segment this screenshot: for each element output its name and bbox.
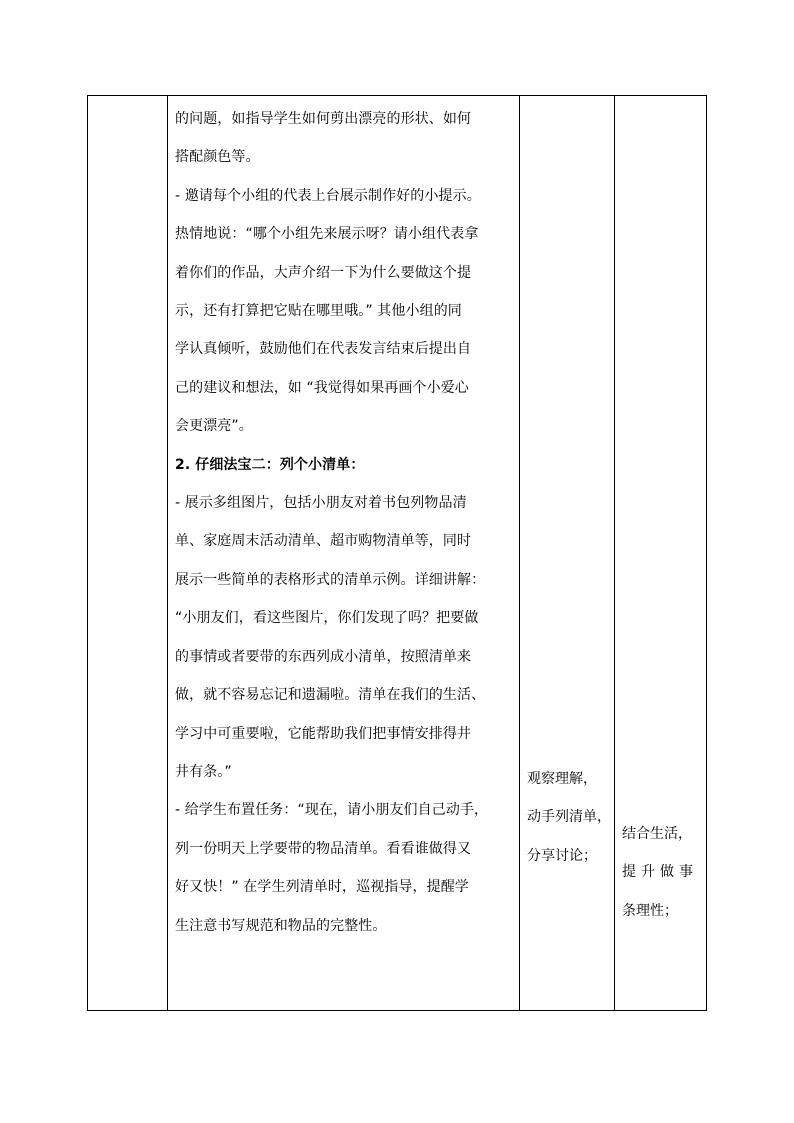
intent-line: 提升做事 [622, 864, 698, 881]
process-line: 搭配颜色等。 [175, 149, 260, 166]
process-line: “小朋友们，看这些图片，你们发现了吗？把要做 [175, 610, 479, 627]
teaching-process-text [175, 100, 517, 945]
process-line: - 展示多组图片，包括小朋友对着书包列物品清 [175, 495, 467, 512]
process-line: 井有条。” [175, 763, 232, 780]
process-line: 己的建议和想法，如 “我觉得如果再画个小爱心 [175, 379, 469, 396]
stage-column [88, 96, 168, 1010]
activity-line: 观察理解， [527, 771, 597, 787]
activity-line: 动手列清单， [527, 809, 611, 826]
process-line: - 邀请每个小组的代表上台展示制作好的小提示。 [175, 187, 481, 204]
design-intent-text [622, 815, 702, 930]
process-line: 好又快！” 在学生列清单时，巡视指导，提醒学 [175, 879, 469, 896]
process-line: 学认真倾听，鼓励他们在代表发言结束后提出自 [175, 341, 472, 358]
section-heading: 2. 仔细法宝二：列个小清单： [175, 456, 365, 473]
intent-line: 结合生活， [622, 826, 692, 842]
activity-line: 分享讨论； [527, 847, 597, 864]
process-line: 热情地说：“哪个小组先来展示呀？请小组代表拿 [175, 226, 479, 243]
design-intent-column [615, 96, 707, 1010]
lesson-plan-table [87, 95, 707, 1011]
teaching-process-column [168, 96, 520, 1010]
process-line: 单、家庭周末活动清单、超市购物清单等，同时 [175, 533, 472, 550]
intent-line: 条理性； [622, 902, 678, 919]
process-line: 学习中可重要啦，它能帮助我们把事情安排得井 [175, 725, 472, 742]
student-activity-column [520, 96, 615, 1010]
process-line: 列一份明天上学要带的物品清单。看看谁做得又 [175, 840, 472, 857]
process-line: - 给学生布置任务：“现在，请小朋友们自己动手， [175, 802, 489, 819]
process-line: 的问题，如指导学生如何剪出漂亮的形状、如何 [175, 111, 472, 127]
process-line: 的事情或者要带的东西列成小清单，按照清单来 [175, 648, 472, 665]
student-activity-text [527, 760, 617, 875]
process-line: 展示一些简单的表格形式的清单示例。详细讲解： [175, 571, 486, 588]
process-line: 做，就不容易忘记和遗漏啦。清单在我们的生活、 [175, 687, 486, 704]
process-line: 会更漂亮”。 [175, 418, 253, 435]
process-line: 示，还有打算把它贴在哪里哦。” 其他小组的同 [175, 303, 462, 320]
process-line: 着你们的作品，大声介绍一下为什么要做这个提 [175, 264, 472, 281]
process-line: 生注意书写规范和物品的完整性。 [175, 917, 387, 934]
